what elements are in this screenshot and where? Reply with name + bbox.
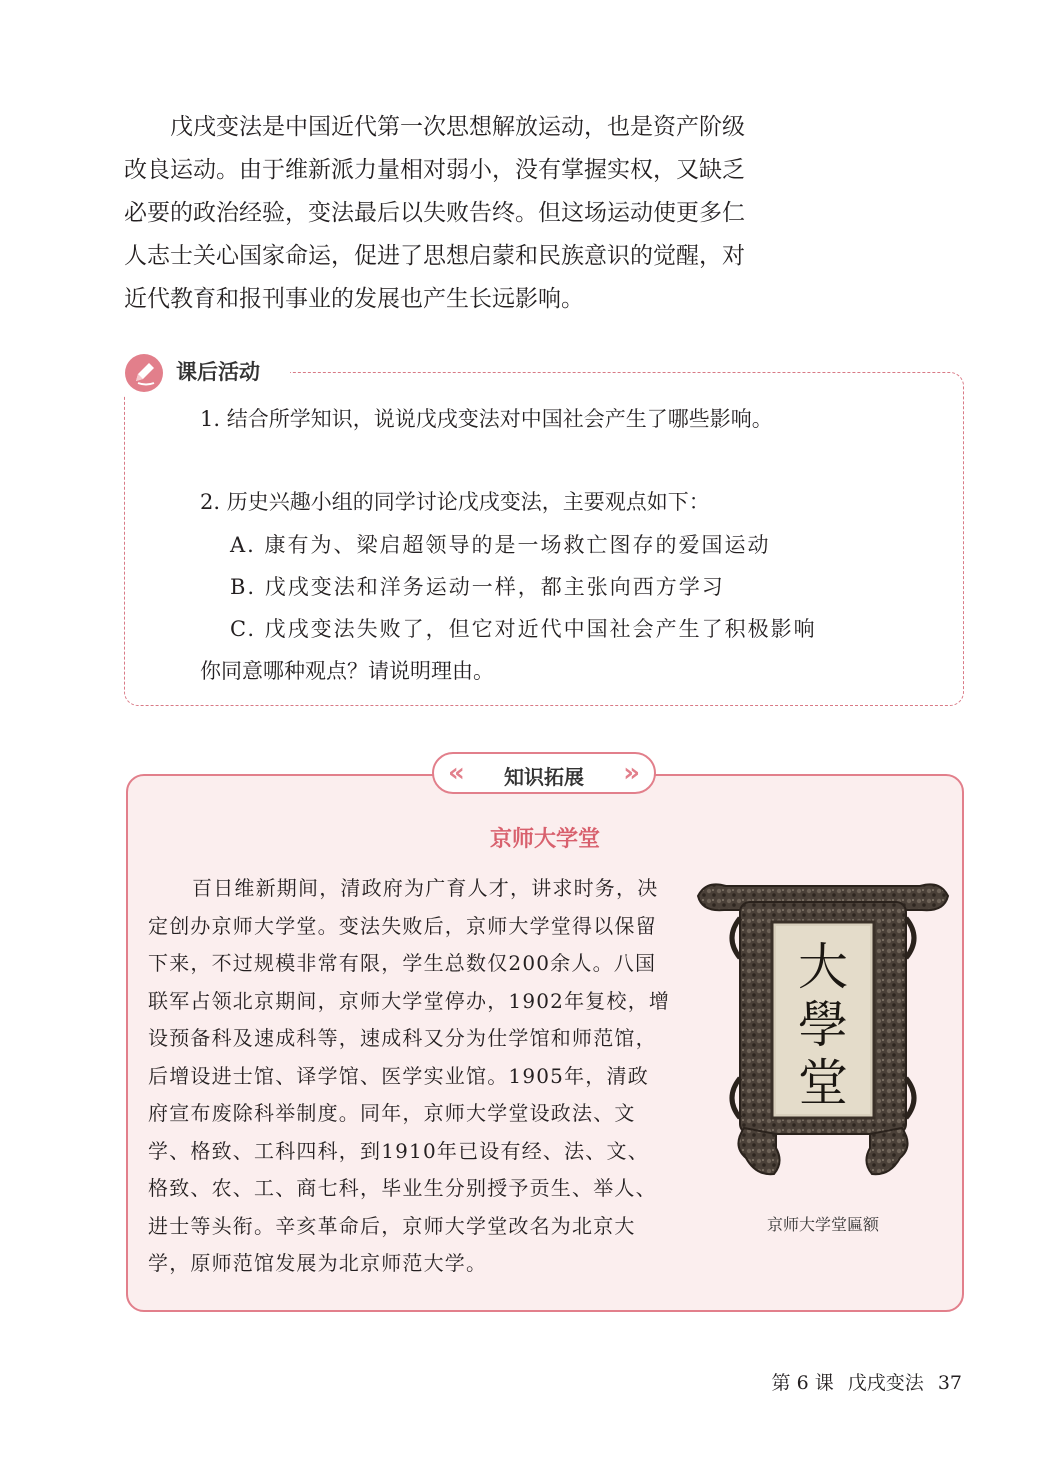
page-footer (764, 1368, 962, 1395)
knowledge-tab-label: 知识拓展 (504, 765, 584, 789)
activity-title: 课后活动 (176, 360, 260, 384)
paragraph-line: 戊戌变法是中国近代第一次思想解放运动，也是资产阶级 (170, 114, 745, 140)
knowledge-text (148, 870, 671, 1283)
knowledge-line: 格致、农、工、商七科，毕业生分别授予贡生、举人、 (148, 1176, 657, 1200)
knowledge-line: 下来，不过规模非常有限，学生总数仅200余人。八国 (148, 951, 657, 975)
knowledge-line: 联军占领北京期间，京师大学堂停办，1902年复校，增 (148, 988, 671, 1013)
knowledge-line: 定创办京师大学堂。变法失败后，京师大学堂得以保留 (148, 913, 657, 938)
paragraph-line: 人志士关心国家命运，促进了思想启蒙和民族意识的觉醒，对 (124, 243, 745, 269)
plaque-char: 大 (798, 938, 848, 996)
knowledge-line: 府宣布废除科举制度。同年，京师大学堂设政法、文 (148, 1101, 636, 1125)
paragraph-line: 改良运动。由于维新派力量相对弱小，没有掌握实权，又缺乏 (124, 157, 745, 183)
knowledge-tab (432, 752, 656, 794)
double-chevron-left-icon: « (448, 758, 465, 788)
option-b: B. 戊戌变法和洋务运动一样，都主张向西方学习 (230, 575, 725, 599)
paragraph-line: 近代教育和报刊事业的发展也产生长远影响。 (124, 286, 584, 312)
knowledge-line: 后增设进士馆、译学馆、医学实业馆。1905年，清政 (148, 1063, 649, 1088)
knowledge-line: 百日维新期间，清政府为广育人才，讲求时务，决 (192, 876, 659, 900)
plaque-drawing (696, 878, 950, 1196)
lesson-number: 第 6 课 (771, 1372, 834, 1394)
question-2: 2. 历史兴趣小组的同学讨论戊戌变法，主要观点如下： (200, 490, 710, 514)
knowledge-line: 进士等头衔。辛亥革命后，京师大学堂改名为北京大 (148, 1213, 636, 1238)
page-number: 37 (937, 1372, 962, 1394)
knowledge-line: 设预备科及速成科等，速成科又分为仕学馆和师范馆， (148, 1026, 657, 1050)
knowledge-title: 京师大学堂 (489, 826, 600, 852)
pencil-icon (124, 353, 164, 393)
plaque-char: 堂 (798, 1054, 848, 1112)
question-prompt: 你同意哪种观点？请说明理由。 (200, 659, 494, 683)
knowledge-line: 学，原师范馆发展为北京师范大学。 (148, 1251, 488, 1275)
body-paragraph (124, 106, 794, 321)
option-c: C. 戊戌变法失败了，但它对近代中国社会产生了积极影响 (230, 617, 817, 641)
paragraph-line: 必要的政治经验，变法最后以失败告终。但这场运动使更多仁 (124, 200, 745, 226)
option-a: A. 康有为、梁启超领导的是一场救亡图存的爱国运动 (230, 533, 771, 557)
knowledge-line: 学、格致、工科四科，到1910年已设有经、法、文、 (148, 1138, 649, 1163)
plaque-image (696, 878, 950, 1196)
plaque-char: 學 (798, 996, 848, 1054)
double-chevron-right-icon: » (623, 758, 640, 788)
lesson-title: 戊戌变法 (847, 1372, 924, 1394)
plaque-caption: 京师大学堂匾额 (766, 1215, 879, 1234)
question-1: 1. 结合所学知识，说说戊戌变法对中国社会产生了哪些影响。 (200, 407, 773, 431)
